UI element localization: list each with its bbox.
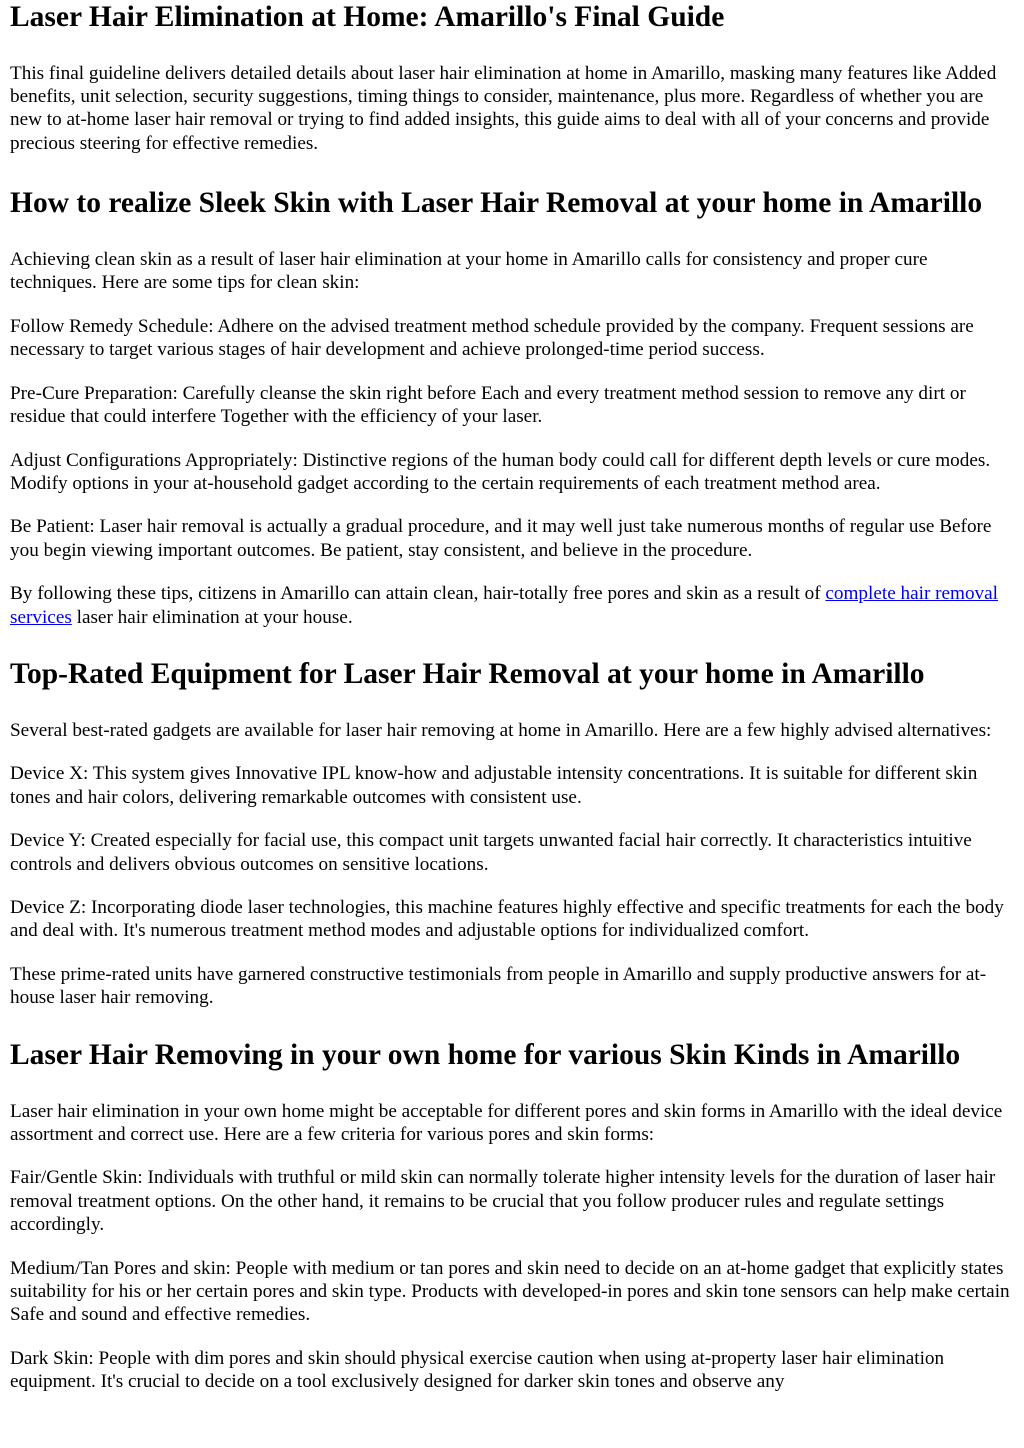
paragraph: Be Patient: Laser hair removal is actually a gradual procedure, and it may well just take numerous months of regular use Before you begin viewing important outcomes. Be patient, stay consistent, and believe in the procedure. (10, 516, 992, 561)
paragraph-with-link (10, 582, 1014, 628)
paragraph: Laser hair elimination in your own home might be acceptable for different pores and skin forms in Amarillo with the ideal device assortment and correct use. Here are a few criteria for various pores and skin forms: (10, 1100, 1003, 1145)
page-title: Laser Hair Elimination at Home: Amarillo's Final Guide (10, 1, 725, 33)
section-heading-top-rated-equipment: Top-Rated Equipment for Laser Hair Removal at your home in Amarillo (10, 657, 925, 690)
section-top-rated-equipment (10, 657, 1014, 1010)
paragraph: Follow Remedy Schedule: Adhere on the advised treatment method schedule provided by the company. Frequent sessions are necessary to target various stages of hair development and achieve prolonged-time period success. (10, 315, 974, 360)
paragraph: Fair/Gentle Skin: Individuals with truthful or mild skin can normally tolerate higher intensity levels for the duration of laser hair removal treatment options. On the other hand, it remains to be crucial that you follow producer rules and regulate settings accordingly. (10, 1167, 996, 1235)
intro-paragraph: This final guideline delivers detailed details about laser hair elimination at home in Amarillo, masking many features like Added benefits, unit selection, security suggestions, timing things to consider, maintenance, plus more. Regardless of whether you are new to at-home laser hair removal or trying to find added insights, this guide aims to deal with all of your concerns and provide precious steering for effective remedies. (10, 63, 997, 154)
paragraph: Medium/Tan Pores and skin: People with medium or tan pores and skin need to decide on an at-home gadget that explicitly states suitability for his or her certain pores and skin type. Products with developed-in pores and skin tone sensors can help make certain Safe and sound and effective remedies. (10, 1257, 1010, 1325)
paragraph-text: laser hair elimination at your house. (71, 606, 353, 628)
paragraph: Device Y: Created especially for facial use, this compact unit targets unwanted facial hair correctly. It characteristics intuitive controls and delivers obvious outcomes on sensitive locations. (10, 830, 972, 875)
paragraph: These prime-rated units have garnered constructive testimonials from people in Amarillo and supply productive answers for at-house laser hair removing. (10, 964, 987, 1009)
complete-hair-removal-link[interactable]: complete hair removal services (10, 583, 999, 628)
paragraph: Several best-rated gadgets are available for laser hair removing at home in Amarillo. Here are a few highly advised alternatives: (10, 719, 992, 741)
paragraph: Device Z: Incorporating diode laser technologies, this machine features highly effective and specific treatments for each the body and deal with. It's numerous treatment method modes and adjustable options for individualized comfort. (10, 897, 1004, 942)
paragraph: Pre-Cure Preparation: Carefully cleanse the skin right before Each and every treatment method session to remove any dirt or residue that could interfere Together with the efficiency of your laser. (10, 382, 966, 427)
paragraph-text: By following these tips, citizens in Amarillo can attain clean, hair-totally free pores and skin as a result of (10, 583, 826, 605)
paragraph: Adjust Configurations Appropriately: Distinctive regions of the human body could call for different depth levels or cure modes. Modify options in your at-household gadget according to the certain requirements of each treatment method area. (10, 449, 991, 494)
paragraph: Dark Skin: People with dim pores and skin should physical exercise caution when using at-property laser hair elimination equipment. It's crucial to decide on a tool exclusively designed for darker skin tones and observe any (10, 1347, 945, 1392)
paragraph: Achieving clean skin as a result of laser hair elimination at your home in Amarillo calls for consistency and proper cure techniques. Here are some tips for clean skin: (10, 248, 928, 294)
section-smooth-skin (10, 186, 1014, 629)
section-skin-kinds (10, 1038, 1014, 1394)
paragraph: Device X: This system gives Innovative IPL know-how and adjustable intensity concentrations. It is suitable for different skin tones and hair colors, delivering remarkable outcomes with consistent use. (10, 763, 978, 808)
section-heading-smooth-skin: How to realize Sleek Skin with Laser Hair Removal at your home in Amarillo (10, 186, 983, 219)
section-heading-skin-kinds: Laser Hair Removing in your own home for various Skin Kinds in Amarillo (10, 1038, 961, 1071)
